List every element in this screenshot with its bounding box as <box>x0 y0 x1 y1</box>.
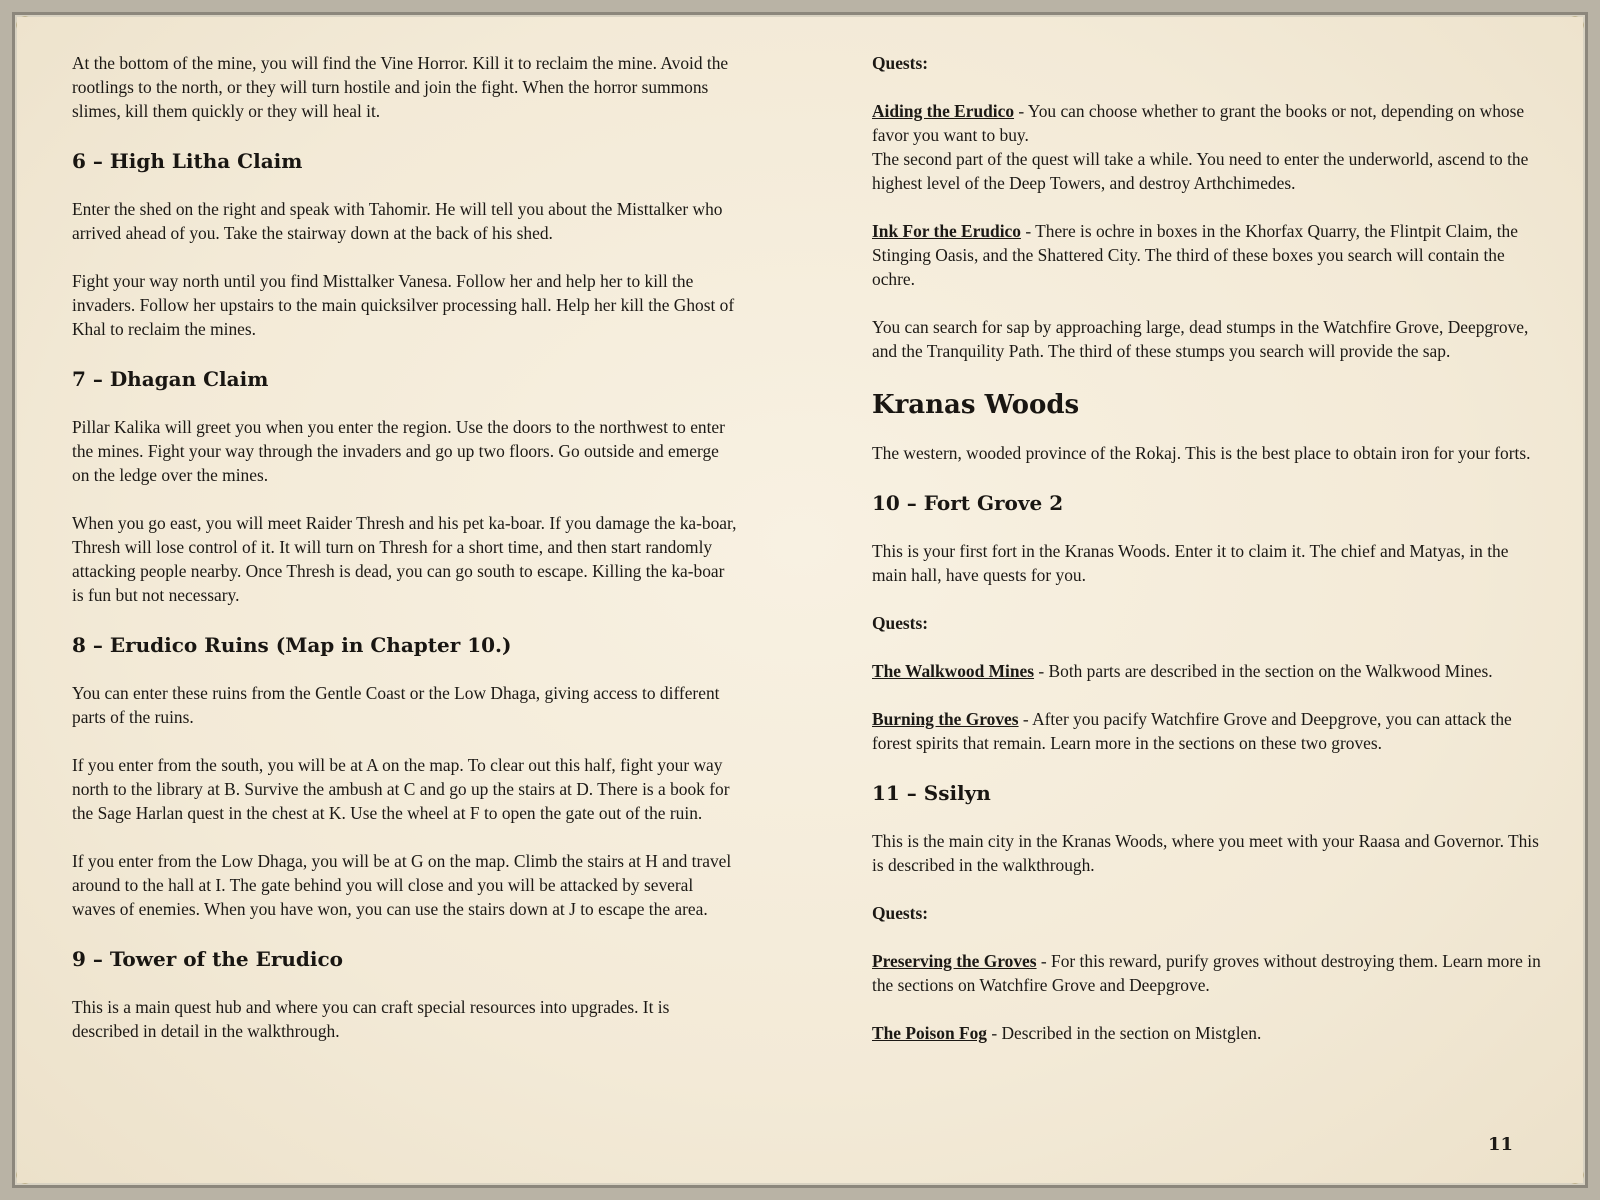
quest-entry <box>872 707 1542 755</box>
quest-name-burning: Burning the Groves <box>872 709 1019 729</box>
quest-entry <box>872 1021 1542 1045</box>
quests-label <box>872 611 1542 635</box>
right-column <box>872 51 1542 1069</box>
section-10-paragraph: This is your first fort in the Kranas Woods. Enter it to claim it. The chief and Matyas, in the main hall, have quests for you. <box>872 541 1509 585</box>
parchment-page <box>17 17 1583 1183</box>
mine-intro-paragraph: At the bottom of the mine, you will find the Vine Horror. Kill it to reclaim the mine. Avoid the rootlings to the north, or they will turn hostile and join the fight. When the horror summons slimes, kill them quickly or they will heal it. <box>72 53 729 121</box>
section-6-heading: 6 – High Litha Claim <box>72 149 303 173</box>
left-column <box>72 51 737 1067</box>
section-7-paragraph-2: When you go east, you will meet Raider Thresh and his pet ka-boar. If you damage the ka-boar, Thresh will lose control of it. It will turn on Thresh for a short time, and then start randomly attacking people nearby. Once Thresh is dead, you can go south to escape. Killing the ka-boar is fun but not necessary. <box>72 513 737 605</box>
quest-description: - Described in the section on Mistglen. <box>986 1023 1262 1043</box>
section-6-paragraph-1: Enter the shed on the right and speak with Tahomir. He will tell you about the Misttalker who arrived ahead of you. Take the stairway down at the back of his shed. <box>72 199 723 243</box>
quest-name-walkwood: The Walkwood Mines <box>872 661 1035 681</box>
quest-entry <box>872 99 1542 195</box>
quest-description: - There is ochre in boxes in the Khorfax Quarry, the Flintpit Claim, the Stinging Oasis, and the Shattered City. The third of these boxes you search will contain the ochre. <box>872 221 1518 289</box>
section-9-heading: 9 – Tower of the Erudico <box>72 947 344 971</box>
quest-name-poison-fog: The Poison Fog <box>872 1023 987 1043</box>
quests-label <box>872 901 1542 925</box>
quest-description-continued: The second part of the quest will take a while. You need to enter the underworld, ascend to the highest level of the Deep Towers, and destroy Arthchimedes. <box>872 149 1529 193</box>
quest-description: - After you pacify Watchfire Grove and Deepgrove, you can attack the forest spirits that remain. Learn more in the sections on these two groves. <box>872 709 1512 753</box>
quest-entry <box>872 949 1542 997</box>
quest-entry <box>872 219 1542 291</box>
section-10-heading: 10 – Fort Grove 2 <box>872 491 1064 515</box>
page-number: 11 <box>1487 1134 1513 1155</box>
section-7-heading: 7 – Dhagan Claim <box>72 367 269 391</box>
quest-entry <box>872 659 1542 683</box>
quests-label-text: Quests: <box>872 903 929 923</box>
quest-name-aiding: Aiding the Erudico <box>872 101 1015 121</box>
region-heading-kranas-woods: Kranas Woods <box>872 390 1080 420</box>
quest-name-ink: Ink For the Erudico <box>872 221 1021 241</box>
section-11-heading: 11 – Ssilyn <box>872 781 991 805</box>
section-11-paragraph: This is the main city in the Kranas Woods, where you meet with your Raasa and Governor. This is described in the walkthrough. <box>872 831 1539 875</box>
sap-paragraph: You can search for sap by approaching large, dead stumps in the Watchfire Grove, Deepgrove, and the Tranquility Path. The third of these stumps you search will provide the sap. <box>872 317 1529 361</box>
quest-description: - You can choose whether to grant the books or not, depending on whose favor you want to buy. <box>872 101 1525 145</box>
quest-name-preserving: Preserving the Groves <box>872 951 1037 971</box>
section-9-paragraph: This is a main quest hub and where you can craft special resources into upgrades. It is described in detail in the walkthrough. <box>72 997 670 1041</box>
quest-description: - For this reward, purify groves without destroying them. Learn more in the sections on Watchfire Grove and Deepgrove. <box>872 951 1541 995</box>
section-8-paragraph-3: If you enter from the Low Dhaga, you will be at G on the map. Climb the stairs at H and travel around to the hall at I. The gate behind you will close and you will be attacked by several waves of enemies. When you have won, you can use the stairs down at J to escape the area. <box>72 851 732 919</box>
section-8-paragraph-2: If you enter from the south, you will be at A on the map. To clear out this half, fight your way north to the library at B. Survive the ambush at C and go up the stairs at D. There is a book for the Sage Harlan quest in the chest at K. Use the wheel at F to open the gate out of the ruin. <box>72 755 730 823</box>
region-intro-paragraph: The western, wooded province of the Rokaj. This is the best place to obtain iron for your forts. <box>872 443 1531 463</box>
section-8-paragraph-1: You can enter these ruins from the Gentle Coast or the Low Dhaga, giving access to different parts of the ruins. <box>72 683 720 727</box>
quests-label <box>872 51 1542 75</box>
quest-description: - Both parts are described in the section on the Walkwood Mines. <box>1034 661 1493 681</box>
quests-label-text: Quests: <box>872 53 929 73</box>
quests-label-text: Quests: <box>872 613 929 633</box>
section-6-paragraph-2: Fight your way north until you find Misttalker Vanesa. Follow her and help her to kill the invaders. Follow her upstairs to the main quicksilver processing hall. Help her kill the Ghost of Khal to reclaim the mines. <box>72 271 735 339</box>
section-7-paragraph-1: Pillar Kalika will greet you when you enter the region. Use the doors to the northwest to enter the mines. Fight your way through the invaders and go up two floors. Go outside and emerge on the ledge over the mines. <box>72 417 725 485</box>
section-8-heading: 8 – Erudico Ruins (Map in Chapter 10.) <box>72 633 512 657</box>
